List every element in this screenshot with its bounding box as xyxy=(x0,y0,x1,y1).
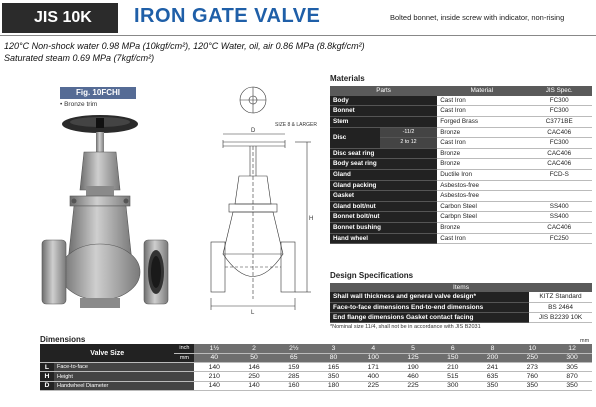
dim-value: 400 xyxy=(353,372,393,381)
dimensions-title: Dimensions xyxy=(40,335,86,344)
dim-row-l xyxy=(40,363,592,372)
dim-key: L xyxy=(40,363,54,372)
dim-value: 635 xyxy=(473,372,513,381)
part-jis-spec: FC300 xyxy=(526,96,592,106)
materials-row xyxy=(330,233,592,244)
col-material: Material xyxy=(437,86,526,96)
part-material: Bronze xyxy=(437,127,526,138)
dim-value: 760 xyxy=(512,372,552,381)
product-title: IRON GATE VALVE xyxy=(134,5,321,27)
dim-label: Face-to-face xyxy=(54,363,194,372)
dim-value: 515 xyxy=(433,372,473,381)
materials-row xyxy=(330,159,592,170)
part-material: Bronze xyxy=(437,223,526,234)
size-inch: 2 xyxy=(234,344,274,353)
size-mm: 100 xyxy=(353,353,393,362)
part-name: Disc seat ring xyxy=(330,148,437,159)
dim-value: 140 xyxy=(234,381,274,390)
dim-label: Height xyxy=(54,372,194,381)
part-jis-spec: SS400 xyxy=(526,212,592,223)
part-jis-spec: CAC406 xyxy=(526,148,592,159)
part-material: Bronze xyxy=(437,148,526,159)
dim-value: 190 xyxy=(393,363,433,372)
dim-value: 165 xyxy=(314,363,354,372)
design-item: Shall wall thickness and general valve design* xyxy=(330,292,529,302)
materials-row xyxy=(330,148,592,159)
part-name: Disc xyxy=(330,127,380,148)
dim-inch-row xyxy=(40,344,592,353)
part-name: Body xyxy=(330,96,437,106)
materials-title: Materials xyxy=(330,74,365,83)
part-name: Gland bolt/nut xyxy=(330,201,437,212)
materials-row xyxy=(330,212,592,223)
inch-unit-label: inch xyxy=(174,344,194,353)
part-name: Gland xyxy=(330,170,437,181)
part-material: Asbestos-free xyxy=(437,180,526,191)
part-name: Gasket xyxy=(330,191,437,202)
dim-value: 241 xyxy=(473,363,513,372)
part-material: Bronze xyxy=(437,159,526,170)
size-inch: 1½ xyxy=(194,344,234,353)
design-item: Face-to-face dimensions End-to-end dimensions xyxy=(330,302,529,312)
drawing-size-note: SIZE 8 & LARGER xyxy=(275,122,317,128)
part-jis-spec: SS400 xyxy=(526,201,592,212)
materials-row xyxy=(330,106,592,117)
size-inch: 8 xyxy=(473,344,513,353)
size-mm: 65 xyxy=(274,353,314,362)
size-mm: 300 xyxy=(552,353,592,362)
dim-value: 300 xyxy=(433,381,473,390)
standard-code: JIS 10K xyxy=(2,3,118,33)
part-material: Cast Iron xyxy=(437,138,526,149)
design-value: JIS B2239 10K xyxy=(529,312,592,322)
dim-row-h xyxy=(40,372,592,381)
trim-note: • Bronze trim xyxy=(60,101,98,108)
col-spec: JIS Spec. xyxy=(526,86,592,96)
part-material: Ductile Iron xyxy=(437,170,526,181)
size-inch: 5 xyxy=(393,344,433,353)
part-material: Cast Iron xyxy=(437,96,526,106)
dim-l-label: L xyxy=(251,310,255,316)
size-inch: 12 xyxy=(552,344,592,353)
dim-value: 140 xyxy=(194,381,234,390)
materials-row xyxy=(330,223,592,234)
design-item: End flange dimensions Gasket contact facing xyxy=(330,312,529,322)
size-mm: 200 xyxy=(473,353,513,362)
col-parts: Parts xyxy=(330,86,437,96)
valve-photo xyxy=(40,112,170,322)
dim-value: 140 xyxy=(194,363,234,372)
dim-value: 180 xyxy=(314,381,354,390)
part-material: Cast Iron xyxy=(437,106,526,117)
part-size-range: -11/2 xyxy=(380,127,437,138)
part-name: Gland packing xyxy=(330,180,437,191)
design-items-header: Items xyxy=(330,283,592,292)
design-row xyxy=(330,312,592,322)
design-row xyxy=(330,302,592,312)
size-inch: 3 xyxy=(314,344,354,353)
dim-value: 210 xyxy=(433,363,473,372)
materials-row xyxy=(330,170,592,181)
dimensions-table xyxy=(40,344,592,391)
part-jis-spec: CAC406 xyxy=(526,127,592,138)
dim-value: 870 xyxy=(552,372,592,381)
dim-value: 285 xyxy=(274,372,314,381)
dim-label: Handwheel Diameter xyxy=(54,381,194,390)
dim-value: 146 xyxy=(234,363,274,372)
design-footnote: *Nominal size 11/4, shall not be in accordance with JIS B2031 xyxy=(330,324,481,330)
part-jis-spec: FC300 xyxy=(526,138,592,149)
part-jis-spec: CAC406 xyxy=(526,159,592,170)
valve-size-label: Valve Size xyxy=(40,344,174,363)
dim-value: 159 xyxy=(274,363,314,372)
part-jis-spec: FC250 xyxy=(526,233,592,244)
dim-h-label: H xyxy=(309,216,314,222)
size-mm: 150 xyxy=(433,353,473,362)
part-name: Bonnet bushing xyxy=(330,223,437,234)
page-header xyxy=(0,0,596,36)
dim-row-d xyxy=(40,381,592,390)
design-title: Design Specifications xyxy=(330,271,414,280)
rating-line-1: 120°C Non-shock water 0.98 MPa (10kgf/cm²), 120°C Water, oil, air 0.86 MPa (8.8kgf/cm²) xyxy=(4,41,365,51)
dim-value: 225 xyxy=(393,381,433,390)
dimensions-unit: mm xyxy=(580,338,590,344)
dim-value: 350 xyxy=(314,372,354,381)
size-mm: 250 xyxy=(512,353,552,362)
part-jis-spec: C3771BE xyxy=(526,117,592,128)
part-material: Carbpn Steel xyxy=(437,212,526,223)
dim-value: 273 xyxy=(512,363,552,372)
part-jis-spec: FC300 xyxy=(526,106,592,117)
design-table xyxy=(330,283,592,323)
part-name: Hand wheel xyxy=(330,233,437,244)
size-inch: 10 xyxy=(512,344,552,353)
materials-header-row xyxy=(330,86,592,96)
dim-key: D xyxy=(40,381,54,390)
size-mm: 80 xyxy=(314,353,354,362)
pressure-ratings xyxy=(4,40,365,64)
dim-value: 350 xyxy=(552,381,592,390)
dim-value: 225 xyxy=(353,381,393,390)
dim-key: H xyxy=(40,372,54,381)
rating-line-2: Saturated steam 0.69 MPa (7kgf/cm²) xyxy=(4,53,155,63)
materials-row xyxy=(330,191,592,202)
figure-badge: Fig. 10FCHI xyxy=(60,87,136,99)
part-jis-spec: CAC406 xyxy=(526,223,592,234)
materials-row xyxy=(330,96,592,106)
dim-value: 250 xyxy=(234,372,274,381)
dim-value: 305 xyxy=(552,363,592,372)
part-jis-spec xyxy=(526,180,592,191)
materials-row xyxy=(330,127,592,138)
design-row xyxy=(330,292,592,302)
materials-table xyxy=(330,86,592,244)
materials-row xyxy=(330,117,592,128)
part-jis-spec xyxy=(526,191,592,202)
part-name: Bonnet bolt/nut xyxy=(330,212,437,223)
size-mm: 125 xyxy=(393,353,433,362)
design-value: KITZ Standard xyxy=(529,292,592,302)
size-inch: 4 xyxy=(353,344,393,353)
size-mm: 50 xyxy=(234,353,274,362)
valve-drawing xyxy=(195,84,321,316)
part-material: Cast Iron xyxy=(437,233,526,244)
dim-value: 210 xyxy=(194,372,234,381)
size-mm: 40 xyxy=(194,353,234,362)
design-value: BS 2464 xyxy=(529,302,592,312)
part-name: Body seat ring xyxy=(330,159,437,170)
size-inch: 6 xyxy=(433,344,473,353)
dim-d-label: D xyxy=(251,128,256,134)
part-material: Asbestos-free xyxy=(437,191,526,202)
dim-value: 160 xyxy=(274,381,314,390)
mm-unit-label: mm xyxy=(174,353,194,362)
product-subtitle: Bolted bonnet, inside screw with indicator, non-rising xyxy=(390,13,565,22)
part-jis-spec: FCD-S xyxy=(526,170,592,181)
dim-value: 460 xyxy=(393,372,433,381)
part-material: Carbon Steel xyxy=(437,201,526,212)
size-inch: 2½ xyxy=(274,344,314,353)
part-name: Bonnet xyxy=(330,106,437,117)
dim-value: 350 xyxy=(512,381,552,390)
dim-value: 171 xyxy=(353,363,393,372)
part-size-range: 2 to 12 xyxy=(380,138,437,149)
materials-row xyxy=(330,201,592,212)
part-material: Forged Brass xyxy=(437,117,526,128)
materials-row xyxy=(330,180,592,191)
dim-value: 350 xyxy=(473,381,513,390)
part-name: Stem xyxy=(330,117,437,128)
